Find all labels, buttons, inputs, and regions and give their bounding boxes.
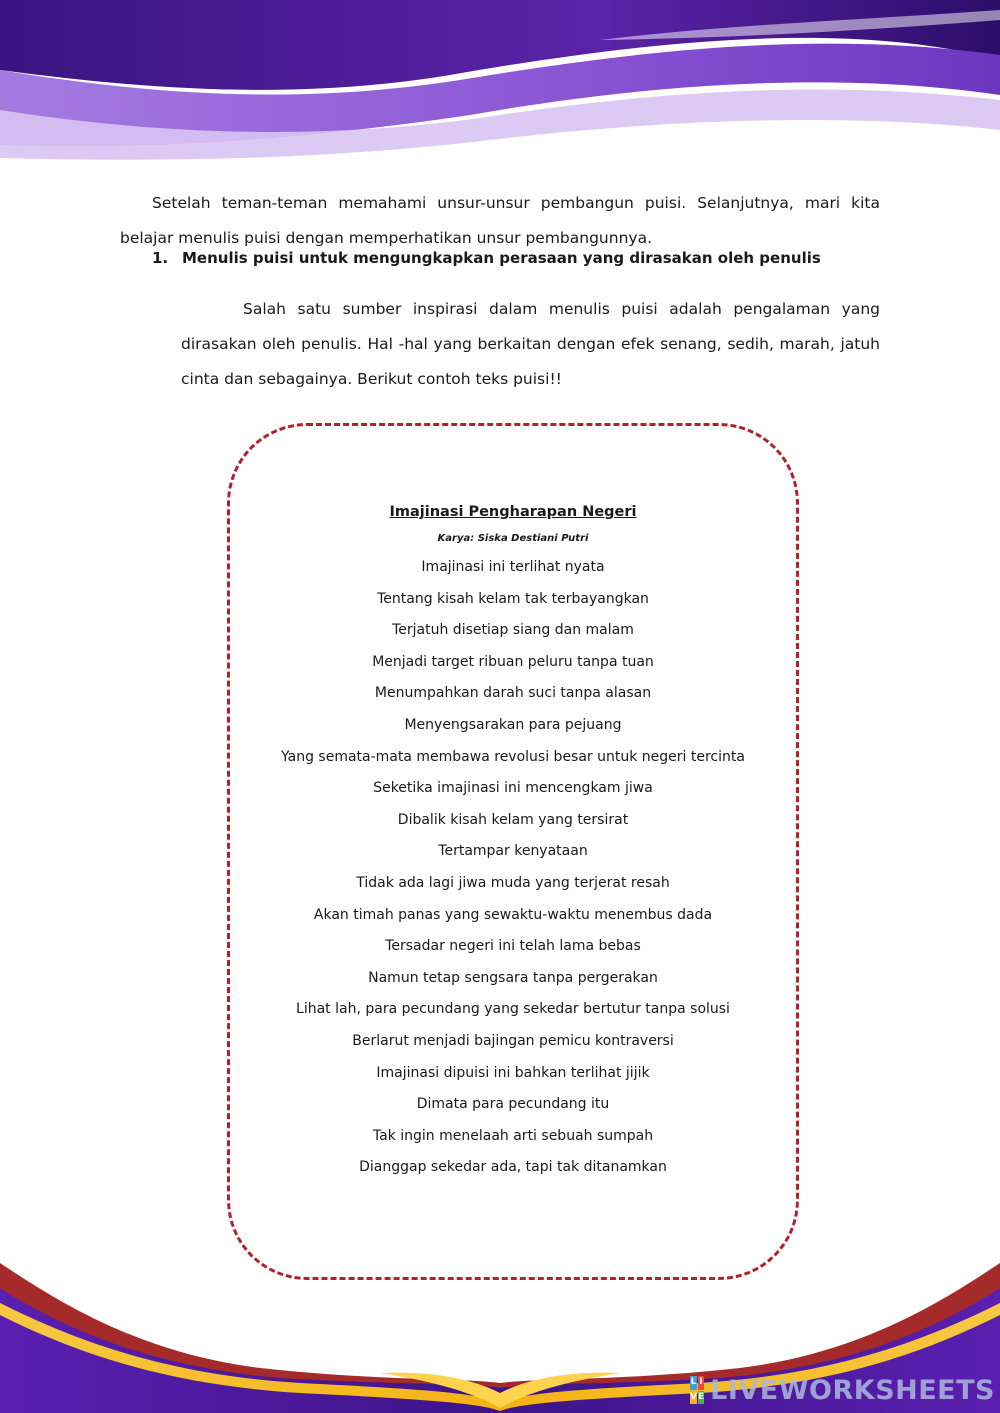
- logo-letter: L: [690, 1376, 697, 1390]
- poem-line: Akan timah panas yang sewaktu-waktu menembus dada: [313, 906, 713, 923]
- watermark-text: LIVEWORKSHEETS: [710, 1374, 995, 1406]
- logo-letter: E: [698, 1391, 704, 1405]
- poem-line: Imajinasi ini terlihat nyata: [421, 559, 605, 575]
- logo-letter: V: [690, 1391, 697, 1405]
- poem-line: Menyengsarakan para pejuang: [404, 716, 622, 733]
- intro-paragraph: Setelah teman-teman memahami unsur-unsur pembangun puisi. Selanjutnya, mari kita belajar menulis puisi dengan memperhatikan unsur pembangunnya.: [120, 193, 880, 247]
- poem-line: Terjatuh disetiap siang dan malam: [392, 622, 634, 639]
- poem-line: Namun tetap sengsara tanpa pergerakan: [368, 969, 658, 986]
- poem-line: Menumpahkan darah suci tanpa alasan: [374, 685, 652, 702]
- liveworksheets-watermark: [690, 1374, 995, 1406]
- poem-line: Yang semata-mata membawa revolusi besar untuk negeri tercinta: [281, 748, 745, 765]
- section-number: 1.: [152, 249, 169, 267]
- poem-line: Dibalik kisah kelam yang tersirat: [397, 811, 629, 828]
- poem-line: Berlarut menjadi bajingan pemicu kontraversi: [352, 1032, 674, 1049]
- poem-line: Tidak ada lagi jiwa muda yang terjerat resah: [356, 874, 670, 891]
- liveworksheets-logo-icon: [690, 1376, 704, 1404]
- poem-line: Tersadar negeri ini telah lama bebas: [385, 938, 641, 955]
- poem-line: Seketika imajinasi ini mencengkam jiwa: [373, 780, 653, 797]
- poem-line: Tentang kisah kelam tak terbayangkan: [377, 590, 649, 607]
- poem-line: Tertampar kenyataan: [438, 843, 588, 860]
- poem: [227, 498, 799, 1184]
- section-heading: [152, 241, 892, 276]
- section-title: Menulis puisi untuk mengungkapkan perasaan yang dirasakan oleh penulis: [182, 249, 821, 267]
- poem-title: Imajinasi Pengharapan Negeri: [389, 504, 637, 520]
- poem-line: Dianggap sekedar ada, tapi tak ditanamkan: [359, 1159, 667, 1176]
- poem-line: Dimata para pecundang itu: [416, 1096, 610, 1113]
- section-body: Salah satu sumber inspirasi dalam menulis puisi adalah pengalaman yang dirasakan oleh penulis. Hal -hal yang berkaitan dengan efek senang, sedih, marah, jatuh cinta dan sebagainya. Berikut contoh teks puisi!!: [181, 299, 880, 388]
- poem-author: Karya: Siska Destiani Putri: [437, 533, 589, 544]
- top-wave-decoration: [0, 0, 1000, 170]
- poem-line: Menjadi target ribuan peluru tanpa tuan: [372, 653, 654, 670]
- poem-line: Imajinasi dipuisi ini bahkan terlihat jijik: [376, 1064, 650, 1081]
- logo-letter: I: [698, 1376, 704, 1390]
- poem-line: Tak ingin menelaah arti sebuah sumpah: [372, 1127, 654, 1144]
- poem-line: Lihat lah, para pecundang yang sekedar bertutur tanpa solusi: [296, 1001, 730, 1018]
